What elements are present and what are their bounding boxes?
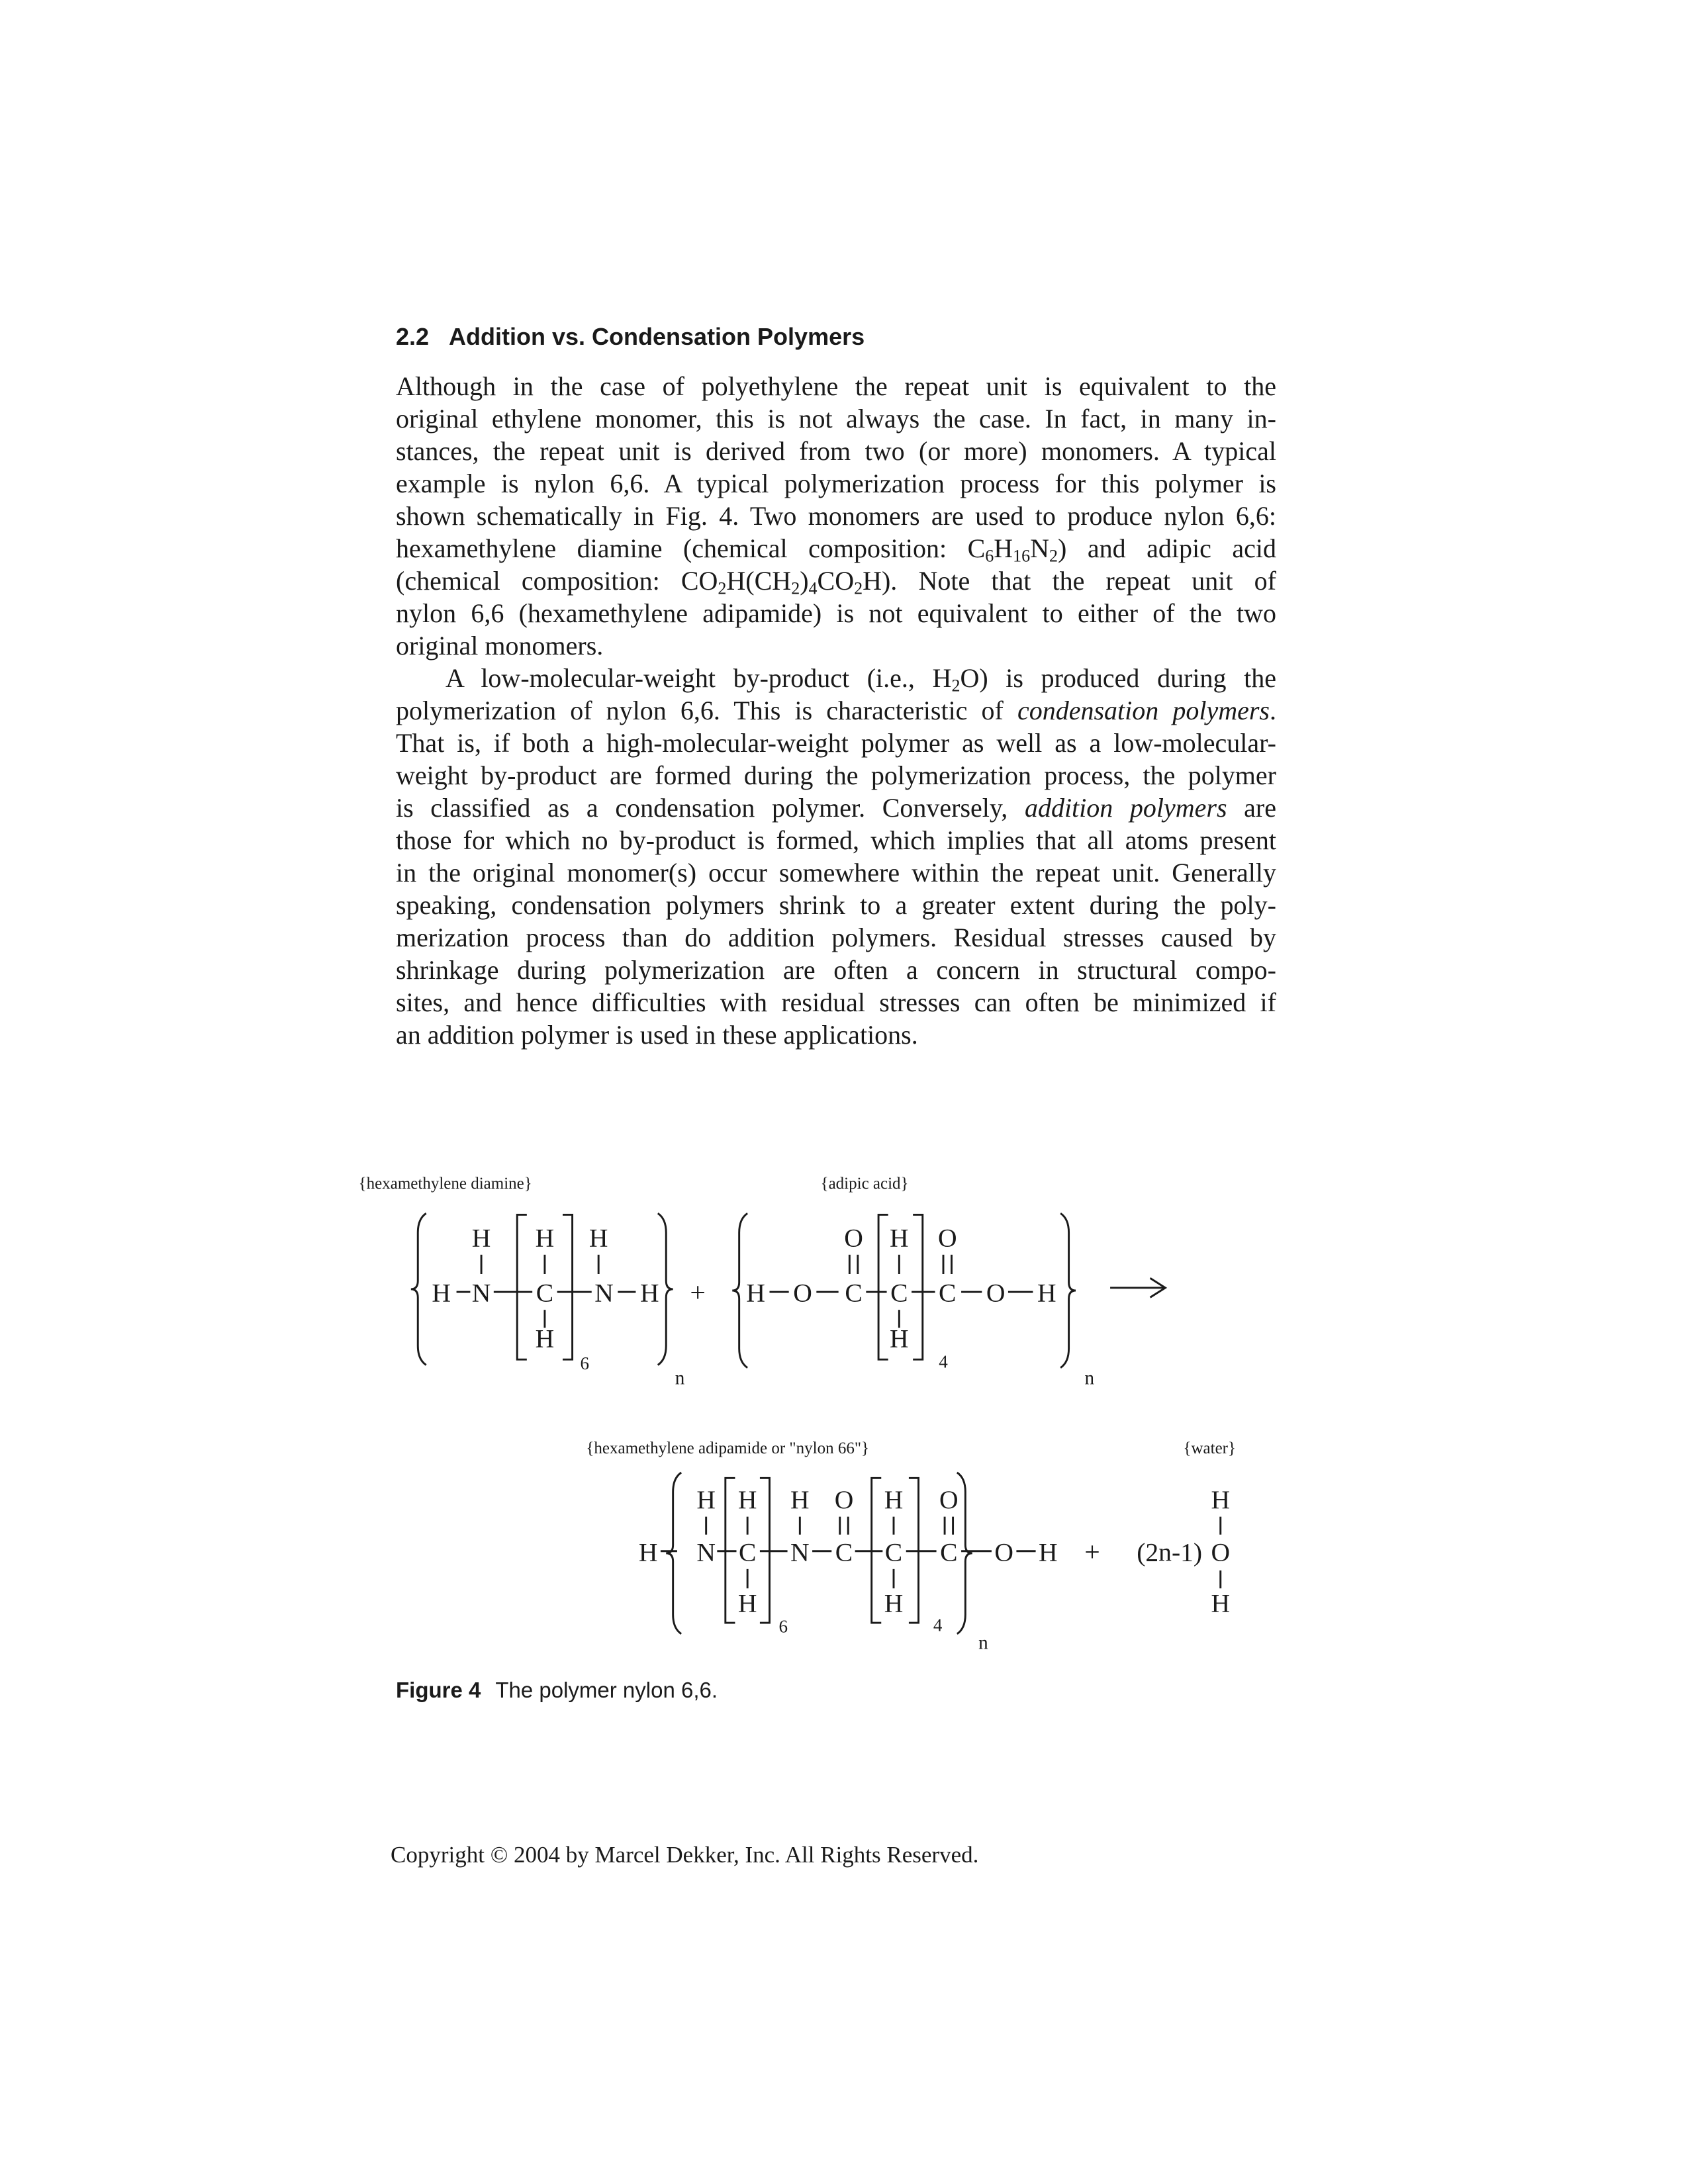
atom: O xyxy=(793,1278,812,1308)
text-segment: H). Note that the repeat unit of xyxy=(863,566,1276,596)
text-segment: O) is produced during the xyxy=(960,663,1276,693)
bracket-right xyxy=(563,1214,573,1359)
bracket-right xyxy=(913,1214,923,1359)
plus-sign: + xyxy=(690,1277,706,1308)
subscript: 16 xyxy=(1013,546,1031,566)
text-segment: those for which no by-product is formed, which implies that all atoms present xyxy=(396,825,1276,855)
atom: O xyxy=(937,1223,957,1253)
brace-left xyxy=(411,1213,426,1365)
subscript: 2 xyxy=(951,676,961,696)
atom: H xyxy=(737,1485,757,1515)
subscript: 2 xyxy=(791,578,800,598)
repeat-subscript: 4 xyxy=(939,1351,948,1372)
bracket-left xyxy=(517,1214,527,1359)
reactant-label: {hexamethylene diamine} xyxy=(358,1174,532,1193)
section-title: Addition vs. Condensation Polymers xyxy=(449,323,865,350)
text-segment: hexamethylene diamine (chemical composition: C xyxy=(396,533,986,563)
atom: H xyxy=(639,1278,659,1308)
atom: H xyxy=(588,1223,608,1253)
italic-term: condensation polymers xyxy=(1017,696,1270,725)
atom: H xyxy=(638,1537,658,1567)
atom: N xyxy=(696,1537,716,1567)
text-segment: are xyxy=(1227,793,1277,823)
atom: O xyxy=(834,1485,854,1515)
reactant-label: {adipic acid} xyxy=(820,1174,909,1193)
copyright-notice: Copyright © 2004 by Marcel Dekker, Inc. All Rights Reserved. xyxy=(391,1842,979,1868)
atom: N xyxy=(471,1278,491,1308)
repeat-subscript: 6 xyxy=(778,1616,788,1637)
italic-term: addition polymers xyxy=(1024,793,1227,823)
atom: C xyxy=(939,1278,957,1308)
text-segment: is classified as a condensation polymer. Conversely, xyxy=(396,793,1025,823)
repeat-subscript: 6 xyxy=(580,1353,590,1373)
atom: H xyxy=(535,1324,555,1353)
text-segment: merization process than do addition polymers. Residual stresses caused by xyxy=(396,923,1276,952)
text-segment: stances, the repeat unit is derived from two (or more) monomers. A typical xyxy=(396,436,1276,466)
brace-left xyxy=(732,1213,747,1367)
atom: N xyxy=(790,1537,810,1567)
subscript: 4 xyxy=(808,578,818,598)
atom: H xyxy=(696,1485,716,1515)
atom: H xyxy=(535,1223,555,1253)
section-number: 2.2 xyxy=(396,323,430,350)
atom: C xyxy=(835,1537,853,1567)
text-segment: weight by-product are formed during the polymerization process, the polymer xyxy=(396,760,1276,790)
bracket-left xyxy=(878,1214,888,1359)
text-segment: an addition polymer is used in these applications. xyxy=(396,1020,918,1050)
atom: C xyxy=(884,1537,903,1567)
atom: O xyxy=(994,1537,1013,1567)
subscript: 2 xyxy=(854,578,863,598)
subscript: 6 xyxy=(985,546,994,566)
atom: O xyxy=(844,1223,863,1253)
repeat-n: n xyxy=(1084,1367,1095,1389)
atom: C xyxy=(890,1278,908,1308)
atom: H xyxy=(884,1485,904,1515)
text-segment: That is, if both a high-molecular-weight polymer as well as a low-molecular- xyxy=(396,728,1276,758)
atom: H xyxy=(746,1278,765,1308)
atom: H xyxy=(1211,1485,1231,1515)
text-segment: N xyxy=(1030,533,1050,563)
atom: O xyxy=(986,1278,1006,1308)
brace-right xyxy=(1060,1213,1076,1367)
atom: H xyxy=(432,1278,451,1308)
repeat-n: n xyxy=(675,1367,685,1389)
text-segment: H(CH xyxy=(726,566,792,596)
product-label: {hexamethylene adipamide or "nylon 66"} xyxy=(586,1439,870,1457)
brace-right xyxy=(658,1213,673,1365)
brace-right xyxy=(957,1473,972,1634)
text-segment: A low-molecular-weight by-product (i.e., H xyxy=(445,663,952,693)
atom: C xyxy=(536,1278,554,1308)
subscript: 2 xyxy=(718,578,727,598)
text-segment: CO xyxy=(817,566,855,596)
brace-left xyxy=(666,1473,681,1634)
atom: H xyxy=(1039,1537,1058,1567)
atom: H xyxy=(471,1223,491,1253)
text-segment: polymerization of nylon 6,6. This is characteristic of xyxy=(396,696,1017,725)
text-segment: Although in the case of polyethylene the repeat unit is equivalent to the xyxy=(396,371,1276,401)
atom: O xyxy=(1211,1537,1231,1567)
figure-caption-label: Figure 4 xyxy=(396,1678,481,1702)
text-segment: example is nylon 6,6. A typical polymerization process for this polymer is xyxy=(396,469,1276,498)
text-segment: original ethylene monomer, this is not always the case. In fact, in many in- xyxy=(396,404,1276,433)
atom: H xyxy=(1037,1278,1056,1308)
atom: H xyxy=(1211,1588,1231,1618)
text-segment: . xyxy=(1270,696,1276,725)
figure-caption-text: The polymer nylon 6,6. xyxy=(495,1678,718,1702)
atom: H xyxy=(737,1588,757,1618)
atom: H xyxy=(890,1223,909,1253)
plus-sign: + xyxy=(1084,1537,1100,1568)
repeat-n: n xyxy=(978,1632,988,1654)
atom: C xyxy=(738,1537,757,1567)
stoichiometric-coefficient: (2n-1) xyxy=(1137,1537,1203,1567)
text-segment: H xyxy=(994,533,1013,563)
subscript: 2 xyxy=(1049,546,1058,566)
text-segment: sites, and hence difficulties with residual stresses can often be minimized if xyxy=(396,987,1276,1017)
atom: C xyxy=(845,1278,863,1308)
text-segment: original monomers. xyxy=(396,631,604,660)
atom: O xyxy=(939,1485,959,1515)
text-segment: shown schematically in Fig. 4. Two monomers are used to produce nylon 6,6: xyxy=(396,501,1276,531)
water-label: {water} xyxy=(1183,1439,1237,1457)
atom: H xyxy=(890,1324,909,1353)
atom: C xyxy=(940,1537,958,1567)
figure-caption xyxy=(396,1678,718,1703)
text-segment: ) xyxy=(800,566,809,596)
text-segment: shrinkage during polymerization are often a concern in structural compo- xyxy=(396,955,1276,985)
atom: H xyxy=(884,1588,904,1618)
text-segment: ) and adipic acid xyxy=(1058,533,1276,563)
atom: N xyxy=(594,1278,614,1308)
text-segment: speaking, condensation polymers shrink to a greater extent during the poly- xyxy=(396,890,1276,920)
text-segment: nylon 6,6 (hexamethylene adipamide) is not equivalent to either of the two xyxy=(396,598,1276,628)
text-segment: (chemical composition: CO xyxy=(396,566,718,596)
repeat-subscript: 4 xyxy=(933,1615,943,1635)
text-segment: in the original monomer(s) occur somewhere within the repeat unit. Generally xyxy=(396,858,1276,887)
atom: H xyxy=(790,1485,810,1515)
